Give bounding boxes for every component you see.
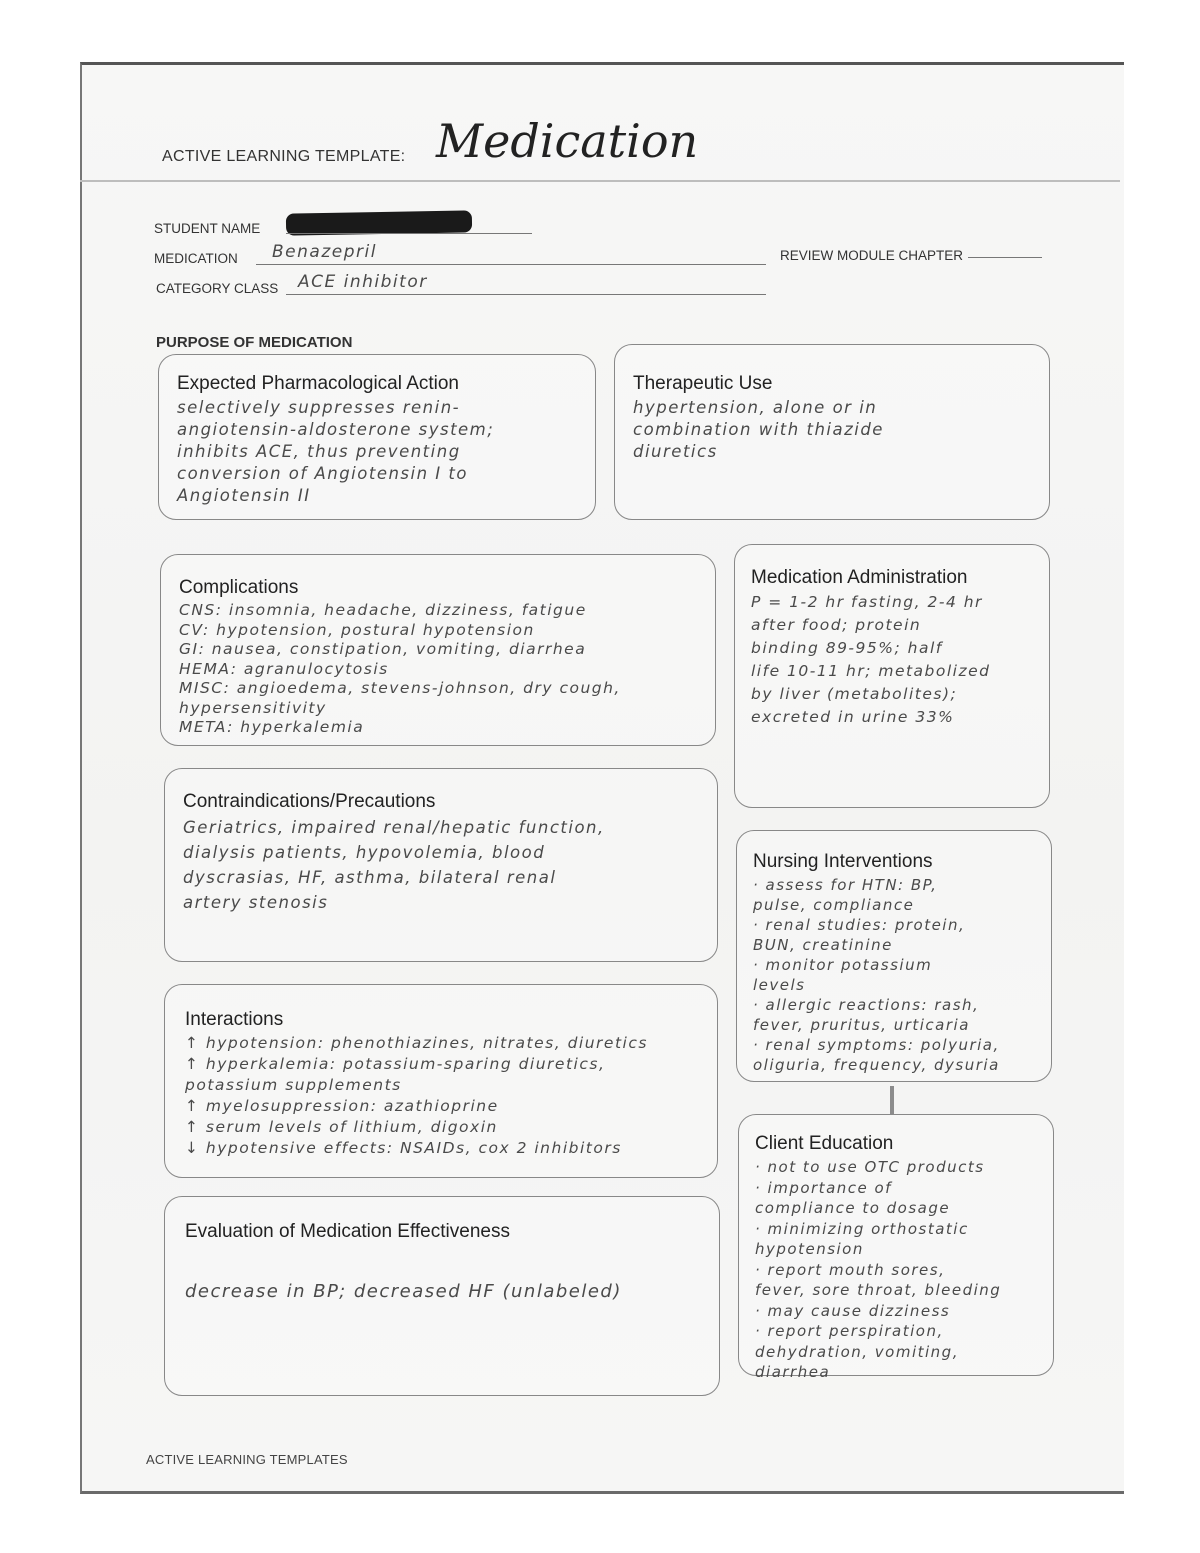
evaluation-box [164, 1196, 720, 1396]
therapeutic-use-box [614, 344, 1050, 520]
evaluation-text: decrease in BP; decreased HF (unlabeled) [185, 1281, 622, 1302]
contraindications-title: Contraindications/Precautions [183, 791, 436, 812]
student-name-label: STUDENT NAME [154, 221, 261, 236]
interactions-text: ↑ hypotension: phenothiazines, nitrates, diuretics ↑ hyperkalemia: potassium-sparing diuretics, potassium supplements ↑ myelosuppression: azathioprine ↑ serum levels of lithium, digoxin ↓ hypotensive effects: NSAIDs, cox 2 inhibitors [185, 1034, 648, 1157]
category-class-value: ACE inhibitor [298, 272, 428, 292]
client-education-title: Client Education [755, 1133, 894, 1154]
redacted-student-name [286, 210, 472, 235]
client-education-text: · not to use OTC products · importance of compliance to dosage · minimizing orthostatic hypotension · report mouth sores, fever, sore throat, bleeding · may cause dizziness · report perspiration, dehydration, vomiting, diarrhea [755, 1158, 1002, 1381]
expected-action-box [158, 354, 596, 520]
medication-label: MEDICATION [154, 251, 238, 266]
header-divider [80, 180, 1120, 182]
student-name-line [286, 233, 532, 234]
therapeutic-use-text: hypertension, alone or in combination with thiazide diuretics [633, 398, 884, 461]
client-education-box [738, 1114, 1054, 1381]
expected-action-text: selectively suppresses renin- angiotensin-aldosterone system; inhibits ACE, thus preventing conversion of Angiotensin I to Angiotensin II [177, 398, 495, 505]
administration-text: P = 1-2 hr fasting, 2-4 hr after food; protein binding 89-95%; half life 10-11 hr; metabolized by liver (metabolites); excreted in urine 33% [751, 593, 991, 726]
box-connector [890, 1086, 894, 1114]
template-label: ACTIVE LEARNING TEMPLATE: [162, 148, 406, 165]
medication-value: Benazepril [272, 242, 377, 262]
category-class-label: CATEGORY CLASS [156, 281, 279, 296]
review-module-label: REVIEW MODULE CHAPTER [780, 248, 964, 263]
expected-action-title: Expected Pharmacological Action [177, 373, 459, 394]
nursing-interventions-text: · assess for HTN: BP, pulse, compliance · renal studies: protein, BUN, creatinine · monitor potassium levels · allergic reactions: rash, fever, pruritus, urticaria · renal symptoms: polyuria, oliguria, frequency, dysuria [753, 876, 1000, 1074]
review-module-line [968, 257, 1042, 258]
complications-box [160, 554, 716, 746]
contraindications-text: Geriatrics, impaired renal/hepatic function, dialysis patients, hypovolemia, blood dyscrasias, HF, asthma, bilateral renal artery stenosis [183, 818, 605, 912]
contraindications-box [164, 768, 718, 962]
interactions-box [164, 984, 718, 1178]
medication-line [256, 264, 766, 265]
nursing-interventions-box [736, 830, 1052, 1082]
administration-title: Medication Administration [751, 567, 968, 588]
administration-box [734, 544, 1050, 808]
category-class-line [286, 294, 766, 295]
evaluation-title: Evaluation of Medication Effectiveness [185, 1221, 510, 1242]
purpose-heading: PURPOSE OF MEDICATION [156, 334, 353, 351]
complications-title: Complications [179, 577, 299, 598]
page-title: Medication [436, 114, 699, 168]
therapeutic-use-title: Therapeutic Use [633, 373, 773, 394]
footer-label: ACTIVE LEARNING TEMPLATES [146, 1452, 348, 1467]
interactions-title: Interactions [185, 1009, 284, 1030]
nursing-interventions-title: Nursing Interventions [753, 851, 933, 872]
complications-text: CNS: insomnia, headache, dizziness, fatigue CV: hypotension, postural hypotension GI: nausea, constipation, vomiting, diarrhea HEMA: agranulocytosis MISC: angioedema, stevens-johnson, dry cough, hypersensitivity META: hyperkalemia [179, 601, 621, 736]
